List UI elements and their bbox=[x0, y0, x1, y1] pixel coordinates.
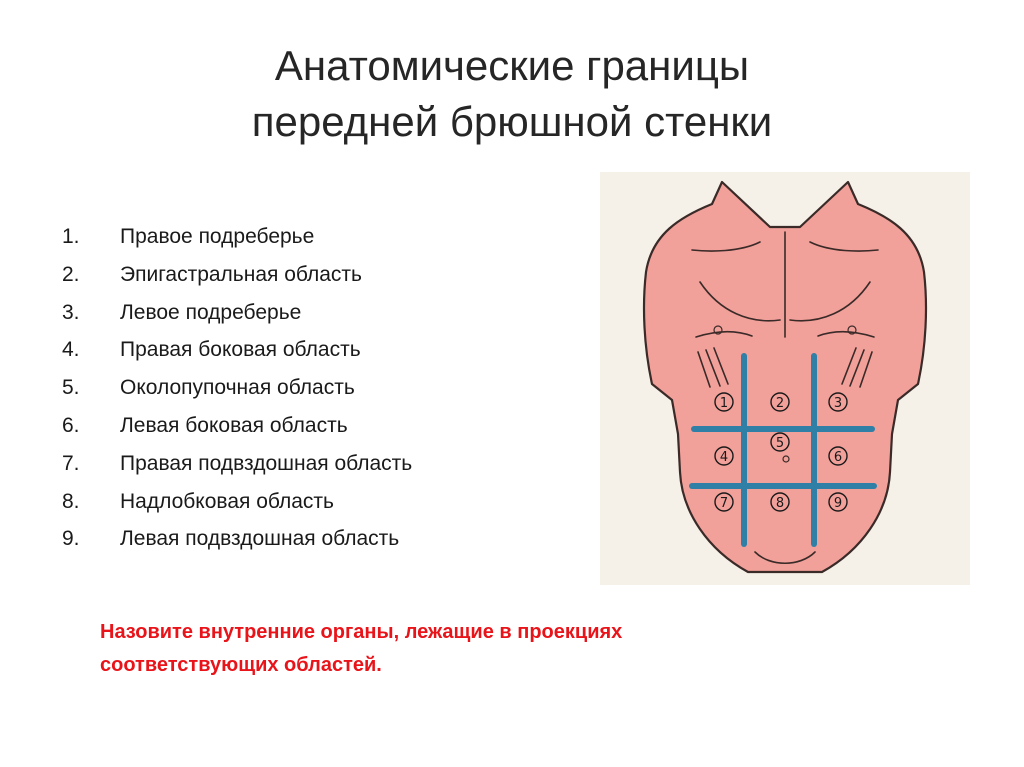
item-label: Околопупочная область bbox=[120, 376, 355, 400]
svg-text:9: 9 bbox=[833, 496, 843, 511]
item-number: 5. bbox=[62, 376, 80, 400]
list-item bbox=[62, 369, 412, 407]
title-line-1: Анатомические границы bbox=[274, 42, 750, 89]
list-item bbox=[62, 520, 412, 558]
slide-title bbox=[0, 38, 1024, 150]
item-label: Эпигастральная область bbox=[120, 262, 362, 286]
question-line-2: соответствующих областей. bbox=[100, 654, 382, 676]
title-line-2: передней брюшной стенки bbox=[251, 98, 773, 145]
list-item bbox=[62, 331, 412, 369]
list-item bbox=[62, 445, 412, 483]
question-line-1: Назовите внутренние органы, лежащие в проекциях bbox=[100, 621, 623, 643]
item-label: Правая боковая область bbox=[120, 338, 361, 362]
list-item bbox=[62, 294, 412, 332]
svg-text:5: 5 bbox=[775, 436, 785, 451]
svg-text:7: 7 bbox=[719, 496, 729, 511]
svg-text:1: 1 bbox=[719, 396, 729, 411]
region-list bbox=[62, 218, 412, 558]
item-label: Правое подреберье bbox=[120, 225, 315, 248]
item-label: Левая подвздошная область bbox=[120, 527, 400, 551]
svg-text:3: 3 bbox=[833, 396, 843, 411]
item-number: 8. bbox=[62, 489, 80, 513]
svg-text:2: 2 bbox=[775, 396, 785, 411]
svg-text:8: 8 bbox=[775, 496, 785, 511]
item-number: 9. bbox=[62, 527, 80, 551]
list-item bbox=[62, 483, 412, 521]
item-number: 6. bbox=[62, 413, 80, 437]
item-label: Надлобковая область bbox=[120, 489, 334, 513]
svg-text:4: 4 bbox=[719, 450, 729, 465]
item-number: 1. bbox=[62, 225, 80, 248]
item-number: 7. bbox=[62, 451, 80, 475]
svg-text:6: 6 bbox=[833, 450, 843, 465]
item-number: 2. bbox=[62, 262, 80, 286]
item-number: 3. bbox=[62, 300, 80, 324]
list-item bbox=[62, 218, 412, 256]
item-label: Левое подреберье bbox=[120, 300, 302, 324]
torso-illustration bbox=[600, 172, 970, 585]
question-text bbox=[100, 616, 880, 682]
item-label: Правая подвздошная область bbox=[120, 451, 413, 475]
list-item bbox=[62, 407, 412, 445]
list-item bbox=[62, 256, 412, 294]
item-label: Левая боковая область bbox=[120, 413, 348, 437]
item-number: 4. bbox=[62, 338, 80, 362]
